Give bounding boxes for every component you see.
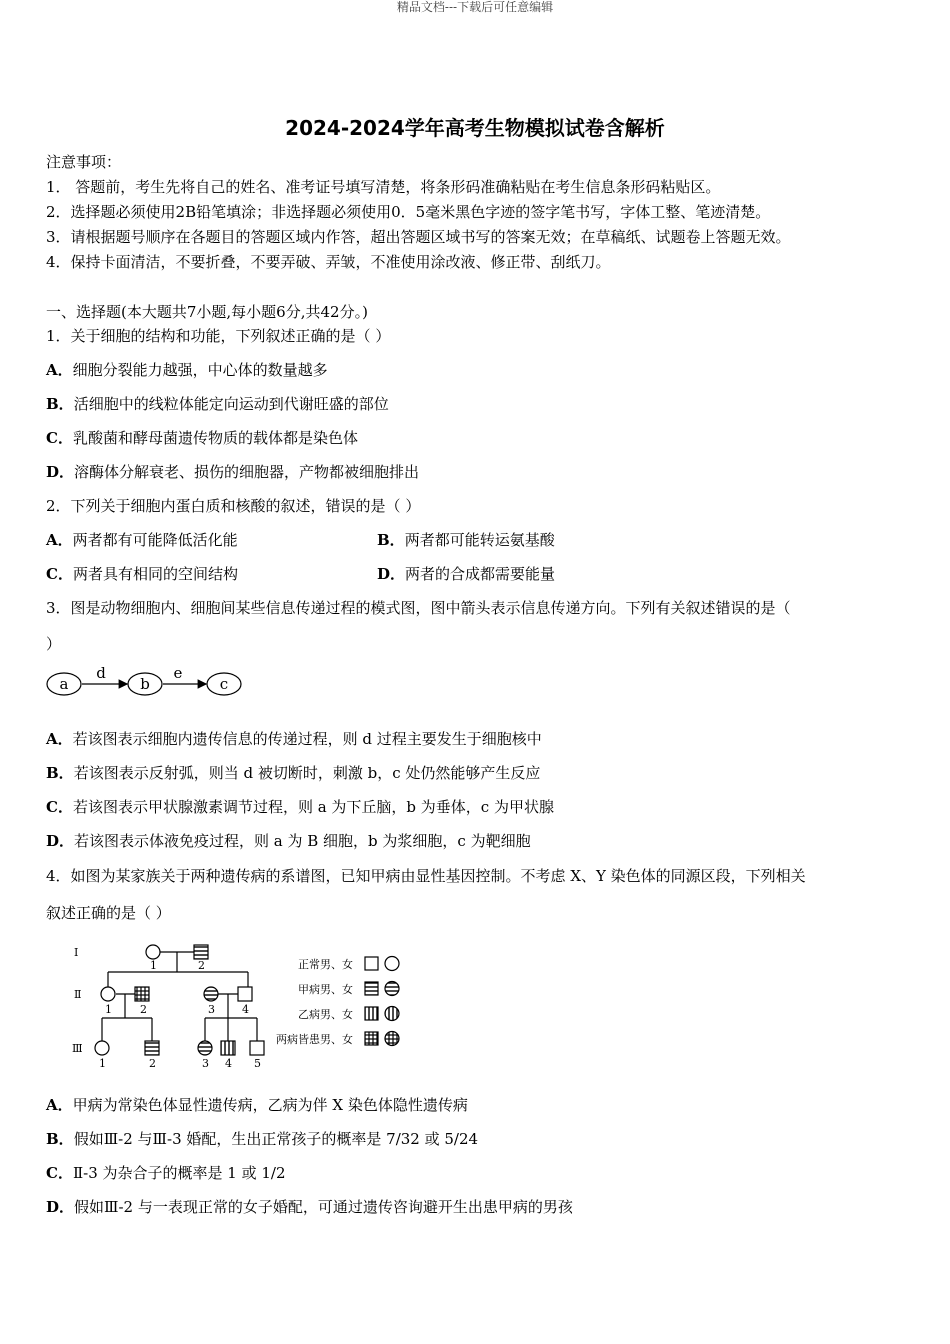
node-b-label: b: [140, 675, 150, 693]
question-4-option-d[interactable]: D．假如Ⅲ-2 与一表现正常的女子婚配，可通过遗传咨询避开生出患甲病的男孩: [46, 1198, 573, 1216]
gen1-female-1: [146, 945, 160, 959]
gen-label-2: Ⅱ: [74, 988, 82, 1001]
question-2-option-b[interactable]: B．两者都可能转运氨基酸: [377, 531, 555, 549]
question-2-option-c[interactable]: C．两者具有相同的空间结构: [46, 565, 238, 583]
question-2-option-a[interactable]: A．两者都有可能降低活化能: [46, 531, 238, 549]
question-1-option-a[interactable]: A．细胞分裂能力越强，中心体的数量越多: [46, 361, 328, 379]
legend-both-male: [365, 1032, 378, 1045]
legend-disease-a-label: 甲病男、女: [298, 983, 353, 996]
gen3-num-2: 2: [149, 1057, 156, 1070]
gen3-num-1: 1: [99, 1057, 106, 1070]
notice-item: 3．请根据题号顺序在各题目的答题区域内作答，超出答题区域书写的答案无效；在草稿纸、试题卷上答题无效。: [46, 228, 791, 246]
gen2-num-4: 4: [242, 1003, 249, 1016]
gen3-male-2: [145, 1041, 159, 1055]
section-heading: 一、选择题(本大题共7小题,每小题6分,共42分。): [46, 303, 368, 321]
header-note: 精品文档---下载后可任意编辑: [396, 0, 554, 14]
question-1-option-c[interactable]: C．乳酸菌和酵母菌遗传物质的载体都是染色体: [46, 429, 358, 447]
legend-disease-b-male: [365, 1007, 378, 1020]
question-4-option-b[interactable]: B．假如Ⅲ-2 与Ⅲ-3 婚配，生出正常孩子的概率是 7/32 或 5/24: [46, 1130, 479, 1148]
question-3-stem: 3．图是动物细胞内、细胞间某些信息传递过程的模式图，图中箭头表示信息传递方向。下列有关叙述错误的是（: [46, 599, 791, 617]
legend-disease-b-female: [385, 1007, 399, 1021]
gen1-num-2: 2: [198, 959, 205, 972]
gen3-male-5: [250, 1041, 264, 1055]
pedigree-chart: [60, 938, 410, 1073]
question-3-stem-cont: ）: [46, 635, 62, 653]
gen-label-1: Ⅰ: [74, 946, 79, 959]
legend-normal-label: 正常男、女: [298, 958, 353, 971]
gen3-num-5: 5: [254, 1057, 261, 1070]
notice-item: 1． 答题前，考生先将自己的姓名、准考证号填写清楚，将条形码准确粘贴在考生信息条形码粘贴区。: [46, 178, 721, 196]
gen2-female-1: [101, 987, 115, 1001]
node-a-label: a: [59, 675, 69, 693]
question-4-option-c[interactable]: C．Ⅱ-3 为杂合子的概率是 1 或 1/2: [46, 1164, 286, 1182]
legend-both-label: 两病皆患男、女: [276, 1033, 353, 1046]
legend-disease-b-label: 乙病男、女: [298, 1008, 353, 1021]
gen3-male-4: [221, 1041, 235, 1055]
gen3-num-3: 3: [202, 1057, 209, 1070]
gen2-female-3: [204, 987, 218, 1001]
question-3-option-c[interactable]: C．若该图表示甲状腺激素调节过程，则 a 为下丘脑，b 为垂体，c 为甲状腺: [46, 798, 554, 816]
question-4-option-a[interactable]: A．甲病为常染色体显性遗传病，乙病为伴 X 染色体隐性遗传病: [46, 1096, 468, 1114]
legend-disease-a-female: [385, 982, 399, 996]
gen3-female-1: [95, 1041, 109, 1055]
question-1-option-b[interactable]: B．活细胞中的线粒体能定向运动到代谢旺盛的部位: [46, 395, 389, 413]
notice-heading: 注意事项：: [46, 153, 122, 171]
question-2-option-d[interactable]: D．两者的合成都需要能量: [377, 565, 556, 583]
page-title: 2024-2024学年高考生物模拟试卷含解析: [285, 116, 665, 140]
gen2-num-3: 3: [208, 1003, 215, 1016]
question-3-option-d[interactable]: D．若该图表示体液免疫过程，则 a 为 B 细胞，b 为浆细胞，c 为靶细胞: [46, 832, 531, 850]
notice-item: 4．保持卡面清洁，不要折叠，不要弄破、弄皱，不准使用涂改液、修正带、刮纸刀。: [46, 253, 611, 271]
gen3-female-3: [198, 1041, 212, 1055]
edge-e-label: e: [173, 664, 183, 682]
gen2-num-1: 1: [105, 1003, 112, 1016]
signal-flow-diagram: [44, 664, 244, 700]
question-3-option-a[interactable]: A．若该图表示细胞内遗传信息的传递过程，则 d 过程主要发生于细胞核中: [46, 730, 542, 748]
gen2-male-2: [135, 987, 149, 1001]
legend-normal-female: [385, 957, 399, 971]
gen-label-3: Ⅲ: [72, 1042, 83, 1055]
edge-d-label: d: [96, 664, 106, 682]
node-c-label: c: [219, 675, 229, 693]
legend-disease-a-male: [365, 982, 378, 995]
gen3-num-4: 4: [225, 1057, 232, 1070]
question-1-option-d[interactable]: D．溶酶体分解衰老、损伤的细胞器，产物都被细胞排出: [46, 463, 420, 481]
legend-normal-male: [365, 957, 378, 970]
gen1-male-2: [194, 945, 208, 959]
gen2-male-4: [238, 987, 252, 1001]
question-1-stem: 1．关于细胞的结构和功能，下列叙述正确的是（ ）: [46, 327, 391, 345]
legend-both-female: [385, 1032, 399, 1046]
question-4-stem: 4．如图为某家族关于两种遗传病的系谱图，已知甲病由显性基因控制。不考虑 X、Y 染色体的同源区段，下列相关: [46, 867, 806, 885]
gen1-num-1: 1: [150, 959, 157, 972]
question-4-stem-cont: 叙述正确的是（ ）: [46, 904, 171, 922]
gen2-num-2: 2: [140, 1003, 147, 1016]
notice-item: 2．选择题必须使用2B铅笔填涂；非选择题必须使用0．5毫米黑色字迹的签字笔书写，字体工整、笔迹清楚。: [46, 203, 771, 221]
question-3-option-b[interactable]: B．若该图表示反射弧，则当 d 被切断时，刺激 b，c 处仍然能够产生反应: [46, 764, 541, 782]
question-2-stem: 2．下列关于细胞内蛋白质和核酸的叙述，错误的是（ ）: [46, 497, 421, 515]
